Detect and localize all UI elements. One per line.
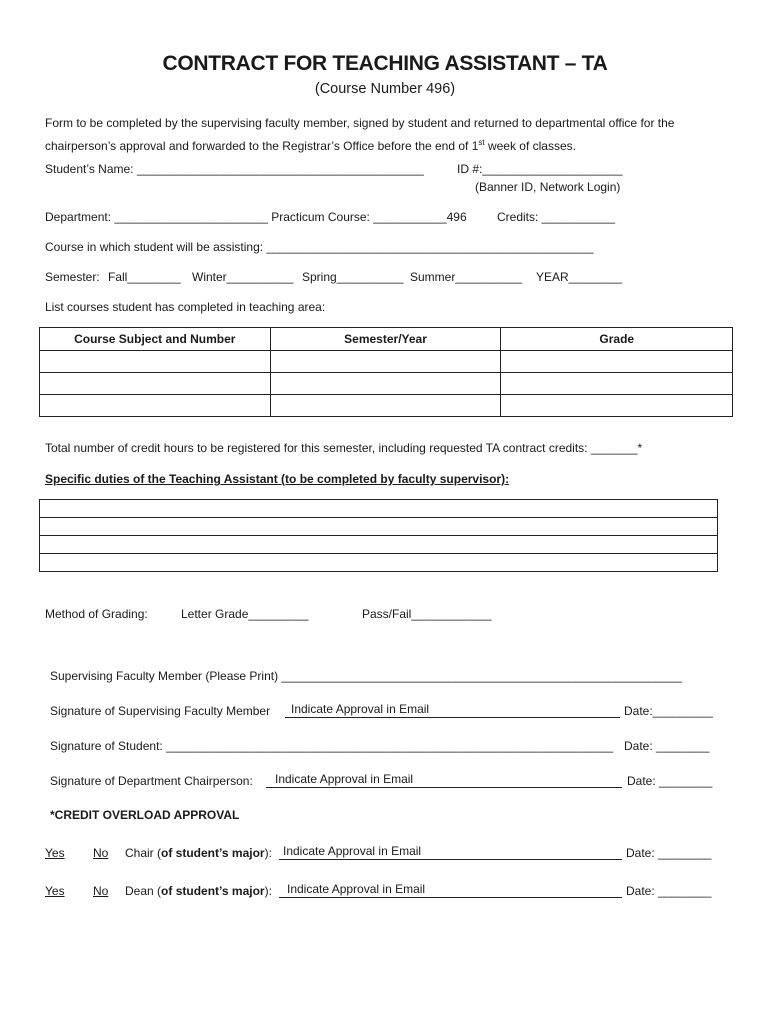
table-cell[interactable]: [270, 395, 501, 417]
duties-heading: Specific duties of the Teaching Assistant (to be completed by faculty supervisor):: [45, 472, 510, 486]
table-cell[interactable]: [40, 351, 271, 373]
credit-hours-field[interactable]: Total number of credit hours to be registered for this semester, including requested TA contract credits: _______*: [45, 441, 643, 455]
duties-cell[interactable]: [40, 500, 718, 518]
chair-overload-value: Indicate Approval in Email: [283, 844, 422, 858]
summer-field[interactable]: Summer__________: [410, 270, 523, 284]
intro-line-2-end: week of classes.: [484, 139, 576, 153]
winter-field[interactable]: Winter__________: [192, 270, 294, 284]
fall-field[interactable]: Fall________: [108, 270, 181, 284]
col-semester-year: Semester/Year: [270, 328, 501, 351]
table-cell[interactable]: [270, 351, 501, 373]
student-name-field[interactable]: Student’s Name: ___________________________________________: [45, 162, 424, 176]
dean-yes-option[interactable]: Yes: [45, 884, 65, 898]
credits-field[interactable]: Credits: ___________: [497, 210, 616, 224]
dean-overload-date[interactable]: Date: ________: [626, 884, 712, 898]
table-cell[interactable]: [501, 373, 733, 395]
chair-overload-field[interactable]: [279, 845, 622, 860]
id-note: (Banner ID, Network Login): [475, 180, 621, 194]
chair-signature-field[interactable]: [266, 773, 622, 788]
page-title: CONTRACT FOR TEACHING ASSISTANT – TA: [162, 52, 608, 75]
intro-line-2: chairperson’s approval and forwarded to the Registrar’s Office before the end of 1: [45, 139, 479, 153]
courses-table: [39, 327, 733, 417]
chair-signature-label: Signature of Department Chairperson:: [50, 774, 253, 788]
student-signature-field[interactable]: Signature of Student: ___________________________________________________________________: [50, 739, 614, 753]
table-cell[interactable]: [40, 373, 271, 395]
chair-overload-date[interactable]: Date: ________: [626, 846, 712, 860]
letter-grade-field[interactable]: Letter Grade_________: [181, 607, 309, 621]
duties-table: [39, 499, 718, 572]
faculty-date-field[interactable]: Date:_________: [624, 704, 713, 718]
table-row: [40, 554, 718, 572]
table-cell[interactable]: [501, 351, 733, 373]
dean-label-post: ):: [264, 884, 272, 898]
course-assisting-field[interactable]: Course in which student will be assisting: _________________________________________________: [45, 240, 594, 254]
table-row: [40, 518, 718, 536]
year-field[interactable]: YEAR________: [536, 270, 623, 284]
credit-overload-heading: *CREDIT OVERLOAD APPROVAL: [50, 808, 240, 822]
table-row: [40, 536, 718, 554]
table-row: [40, 351, 733, 373]
col-grade: Grade: [501, 328, 733, 351]
chair-label-bold: of student’s major: [161, 846, 265, 860]
dean-overload-label: [125, 884, 272, 898]
table-row: [40, 500, 718, 518]
table-cell[interactable]: [40, 395, 271, 417]
intro-superscript: st: [478, 138, 485, 147]
semester-label: Semester:: [45, 270, 100, 284]
page-subtitle: (Course Number 496): [314, 81, 456, 97]
duties-cell[interactable]: [40, 536, 718, 554]
dean-no-option[interactable]: No: [93, 884, 109, 898]
table-cell[interactable]: [270, 373, 501, 395]
table-row: [40, 395, 733, 417]
dean-overload-value: Indicate Approval in Email: [287, 882, 426, 896]
faculty-signature-field[interactable]: [285, 703, 620, 718]
duties-cell[interactable]: [40, 518, 718, 536]
table-cell[interactable]: [501, 395, 733, 417]
chair-no-option[interactable]: No: [93, 846, 109, 860]
chair-label-pre: Chair (: [125, 846, 162, 860]
dean-label-bold: of student’s major: [161, 884, 265, 898]
chair-overload-label: [125, 846, 272, 860]
dean-overload-field[interactable]: [279, 883, 622, 898]
courses-table-header: [40, 328, 733, 351]
chair-signature-value: Indicate Approval in Email: [275, 772, 414, 786]
department-field[interactable]: Department: _______________________ Practicum Course: ___________496: [45, 210, 467, 224]
faculty-signature-label: Signature of Supervising Faculty Member: [50, 704, 271, 718]
dean-label-pre: Dean (: [125, 884, 162, 898]
chair-label-post: ):: [264, 846, 272, 860]
intro-paragraph: [45, 113, 735, 156]
faculty-print-field[interactable]: Supervising Faculty Member (Please Print) ____________________________________________________________: [50, 669, 682, 683]
chair-yes-option[interactable]: Yes: [45, 846, 65, 860]
duties-cell[interactable]: [40, 554, 718, 572]
col-course-subject: Course Subject and Number: [40, 328, 271, 351]
student-date-field[interactable]: Date: ________: [624, 739, 710, 753]
table-row: [40, 373, 733, 395]
list-courses-label: List courses student has completed in teaching area:: [45, 300, 326, 314]
pass-fail-field[interactable]: Pass/Fail____________: [362, 607, 492, 621]
id-field[interactable]: ID #:_____________________: [457, 162, 623, 176]
chair-date-field[interactable]: Date: ________: [627, 774, 713, 788]
spring-field[interactable]: Spring__________: [302, 270, 404, 284]
faculty-signature-value: Indicate Approval in Email: [291, 702, 430, 716]
intro-line-1: Form to be completed by the supervising faculty member, signed by student and returned to departmental office for the: [45, 116, 675, 130]
grading-label: Method of Grading:: [45, 607, 148, 621]
